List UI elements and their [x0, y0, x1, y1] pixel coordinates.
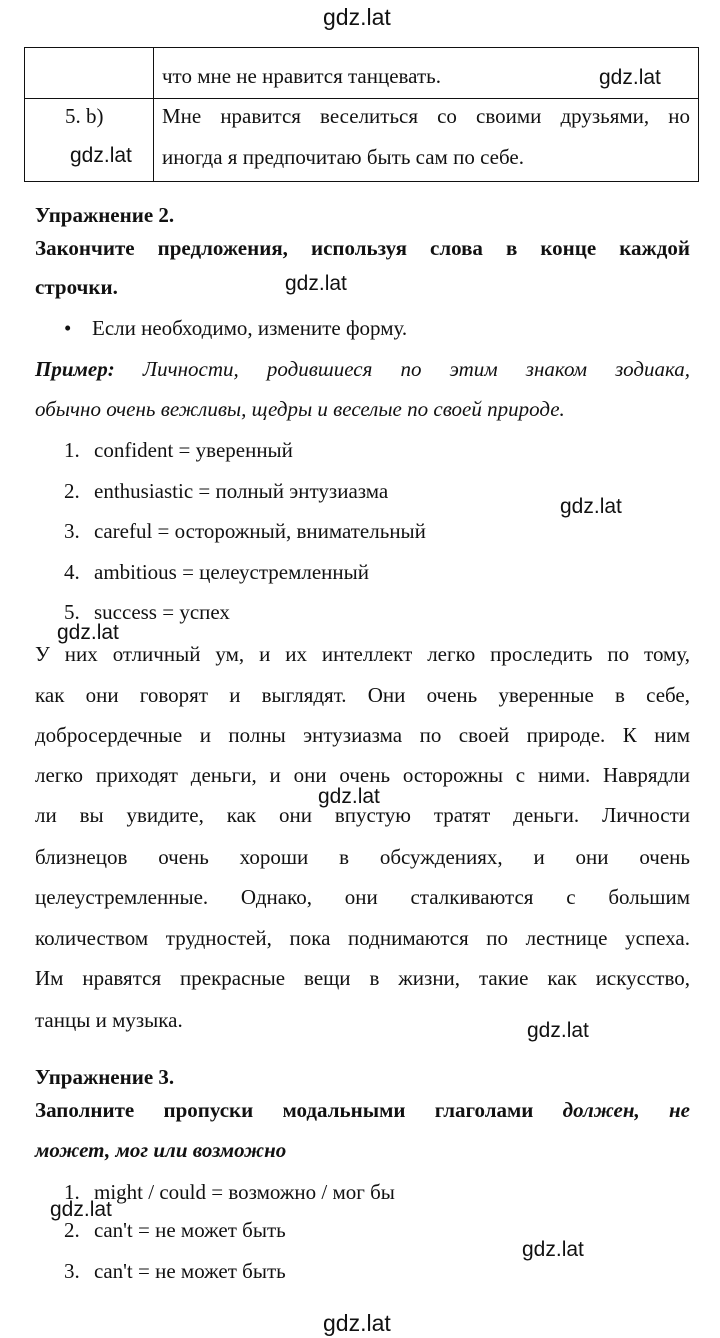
- paragraph-line: количеством трудностей, пока поднимаются по лестнице успеха.: [35, 926, 690, 950]
- table-cell-num: 5. b): [25, 99, 154, 182]
- watermark: gdz.lat: [527, 1019, 589, 1042]
- example-line-cont: обычно очень вежливы, щедры и веселые по своей природе.: [35, 397, 565, 421]
- watermark: gdz.lat: [318, 785, 380, 808]
- table-cell-text: [154, 48, 699, 99]
- paragraph-line: ли вы увидите, как они впустую тратят деньги. Личности: [35, 803, 690, 827]
- watermark: gdz.lat: [323, 4, 391, 30]
- watermark: gdz.lat: [323, 1310, 391, 1336]
- example-line: Пример: Личности, родившиеся по этим знаком зодиака,: [35, 357, 690, 381]
- list-item: 5. success = успех: [64, 600, 230, 624]
- exercise-2-task: Закончите предложения, используя слова в конце каждой: [35, 236, 690, 260]
- table-cell-text-line: что мне не нравится танцевать.: [162, 64, 441, 88]
- exercise-3-task-cont: может, мог или возможно: [35, 1138, 287, 1162]
- watermark: gdz.lat: [522, 1238, 584, 1261]
- list-item: 2. enthusiastic = полный энтузиазма: [64, 479, 389, 503]
- exercise-3-task: Заполните пропуски модальными глаголами должен, не: [35, 1098, 690, 1122]
- paragraph-line: добросердечные и полны энтузиазма по своей природе. К ним: [35, 723, 690, 747]
- paragraph-line: близнецов очень хороши в обсуждениях, и они очень: [35, 845, 690, 869]
- watermark: gdz.lat: [50, 1198, 112, 1221]
- watermark: gdz.lat: [599, 66, 661, 89]
- paragraph-line: Им нравятся прекрасные вещи в жизни, такие как искусство,: [35, 966, 690, 990]
- exercise-2-task-cont: строчки.: [35, 275, 118, 299]
- table-cell-text: [154, 99, 699, 182]
- list-item: 2. can't = не может быть: [64, 1218, 286, 1242]
- table-cell-text-line: Мне нравится веселиться со своими друзьями, но: [162, 104, 690, 128]
- paragraph-line: легко приходят деньги, и они очень осторожны с ними. Наврядли: [35, 763, 690, 787]
- paragraph-line: как они говорят и выглядят. Они очень уверенные в себе,: [35, 683, 690, 707]
- list-item: 3. can't = не может быть: [64, 1259, 286, 1283]
- list-item: 4. ambitious = целеустремленный: [64, 560, 369, 584]
- list-item: 3. careful = осторожный, внимательный: [64, 519, 426, 543]
- paragraph-line: У них отличный ум, и их интеллект легко проследить по тому,: [35, 642, 690, 666]
- answer-table: [24, 47, 699, 182]
- list-item: 1. confident = уверенный: [64, 438, 293, 462]
- list-item: 1. might / could = возможно / мог бы: [64, 1180, 395, 1204]
- bullet-item: • Если необходимо, измените форму.: [64, 316, 408, 340]
- example-label: Пример:: [35, 357, 115, 381]
- exercise-3-heading: Упражнение 3.: [35, 1065, 175, 1089]
- table-cell-text-line: иногда я предпочитаю быть сам по себе.: [162, 145, 524, 169]
- table-row: [25, 99, 699, 182]
- bullet-icon: •: [64, 316, 72, 340]
- watermark: gdz.lat: [57, 621, 119, 644]
- table-cell-num: [25, 48, 154, 99]
- watermark: gdz.lat: [285, 272, 347, 295]
- paragraph-line: целеустремленные. Однако, они сталкиваются с большим: [35, 885, 690, 909]
- watermark: gdz.lat: [560, 495, 622, 518]
- paragraph-line: танцы и музыка.: [35, 1008, 183, 1032]
- table-row: [25, 48, 699, 99]
- watermark: gdz.lat: [70, 144, 132, 167]
- exercise-2-heading: Упражнение 2.: [35, 203, 175, 227]
